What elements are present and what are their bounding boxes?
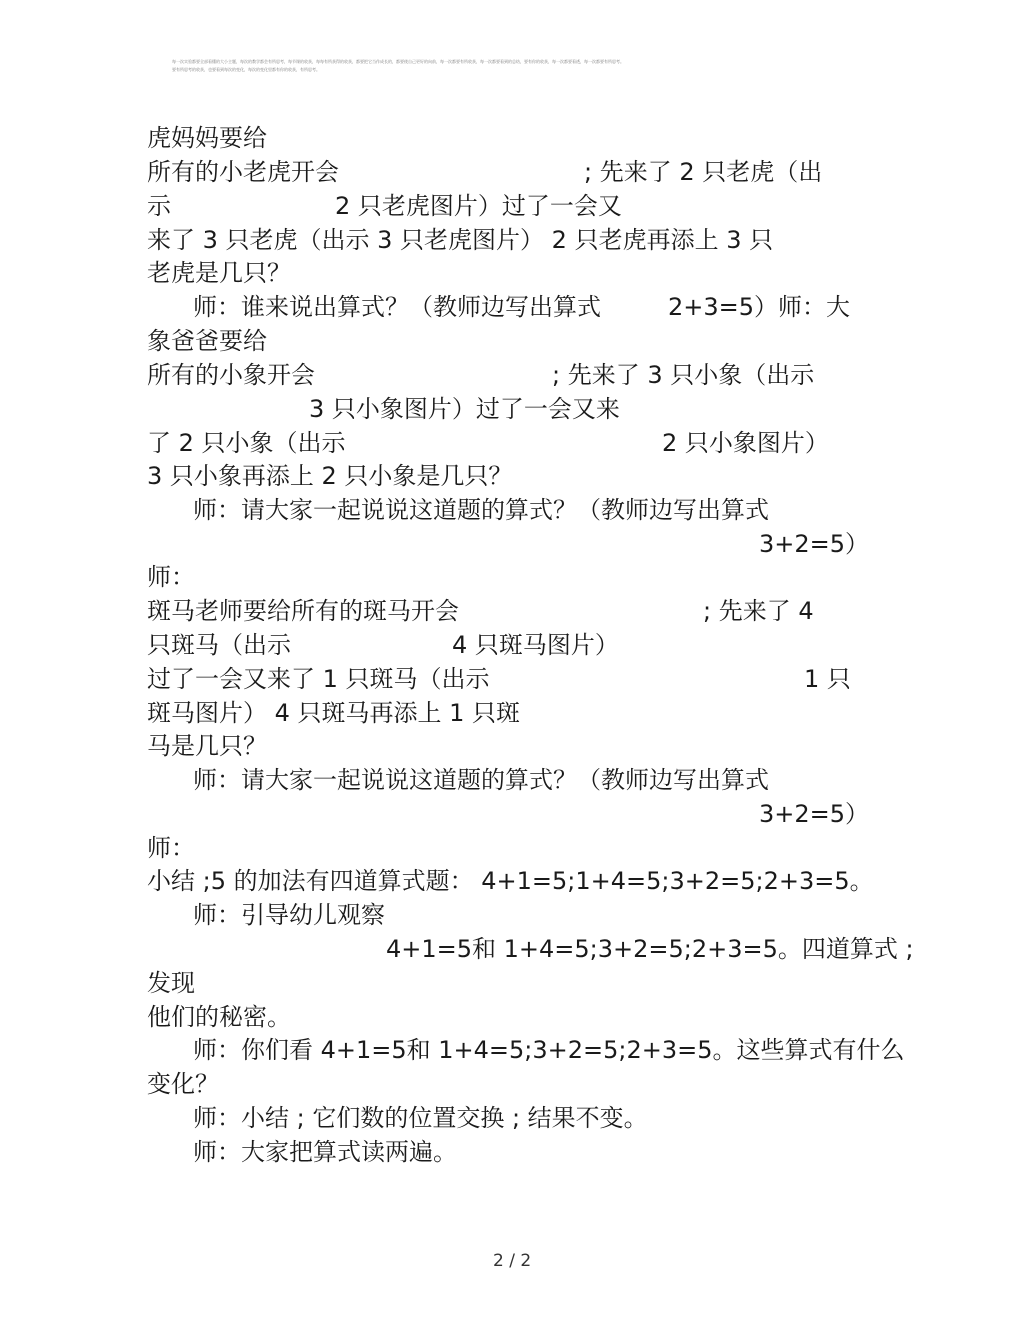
- text-line: 老虎是几只？: [147, 259, 291, 287]
- text-line: 1 只: [804, 665, 851, 693]
- header-note-line-2: 要有所思考的收获，也要看到每次的变化，每次的变化里都有你的收获，有所思考。: [172, 67, 320, 72]
- text-line: 小结 ;5 的加法有四道算式题： 4+1=5;1+4=5;3+2=5;2+3=5。: [147, 867, 874, 895]
- text-line: 2+3=5）师：大: [668, 293, 851, 321]
- text-line: 斑马老师要给所有的斑马开会: [147, 597, 459, 625]
- text-line: 象爸爸要给: [147, 327, 267, 355]
- text-line: 了 2 只小象（出示: [147, 429, 346, 457]
- header-note-line-1: 每一次实验都要全部看懂的大小主题，每次的教学都会有所思考，每节课的收获，每每有所获得的收获，都要把它当作成长的，都要使自己更好的向前，每一次都要有所收获，每一次都要看到的总结，要有你的收获，每一次都要看透，每一次都要有所思考。: [172, 59, 624, 64]
- text-line: 师：: [147, 563, 195, 591]
- text-line: ; 先来了 3 只小象（出示: [552, 361, 815, 389]
- text-line: 马是几只？: [147, 732, 267, 760]
- text-line: 师：小结 ; 它们数的位置交换 ; 结果不变。: [193, 1104, 648, 1132]
- text-line: 师：: [147, 834, 195, 862]
- text-line: 发现: [147, 969, 195, 997]
- text-line: 3 只小象图片）过了一会又来: [309, 395, 620, 423]
- text-line: 3+2=5）: [759, 530, 870, 558]
- text-line: 来了 3 只老虎（出示 3 只老虎图片） 2 只老虎再添上 3 只: [147, 226, 774, 254]
- text-line: 4 只斑马图片）: [452, 631, 619, 659]
- text-line: 师：引导幼儿观察: [193, 901, 385, 929]
- text-line: ; 先来了 2 只老虎（出: [584, 158, 823, 186]
- text-line: 过了一会又来了 1 只斑马（出示: [147, 665, 490, 693]
- text-line: 3 只小象再添上 2 只小象是几只？: [147, 462, 513, 490]
- text-line: 师：请大家一起说说这道题的算式？（教师边写出算式: [193, 496, 769, 524]
- text-line: ; 先来了 4: [703, 597, 814, 625]
- text-line: 所有的小老虎开会: [147, 158, 339, 186]
- text-line: 4+1=5和 1+4=5;3+2=5;2+3=5。四道算式 ;: [386, 935, 914, 963]
- text-line: 变化？: [147, 1070, 219, 1098]
- text-line: 斑马图片） 4 只斑马再添上 1 只斑: [147, 699, 521, 727]
- text-line: 师：大家把算式读两遍。: [193, 1138, 457, 1166]
- text-line: 师：你们看 4+1=5和 1+4=5;3+2=5;2+3=5。这些算式有什么: [193, 1036, 905, 1064]
- text-line: 虎妈妈要给: [147, 124, 267, 152]
- text-line: 只斑马（出示: [147, 631, 291, 659]
- page-number: 2 / 2: [493, 1251, 532, 1271]
- text-line: 示: [147, 192, 171, 220]
- text-line: 2 只老虎图片）过了一会又: [335, 192, 622, 220]
- text-line: 师：谁来说出算式？（教师边写出算式: [193, 293, 601, 321]
- text-line: 他们的秘密。: [147, 1003, 291, 1031]
- text-line: 所有的小象开会: [147, 361, 315, 389]
- text-line: 2 只小象图片）: [662, 429, 829, 457]
- text-line: 3+2=5）: [759, 800, 870, 828]
- text-line: 师：请大家一起说说这道题的算式？（教师边写出算式: [193, 766, 769, 794]
